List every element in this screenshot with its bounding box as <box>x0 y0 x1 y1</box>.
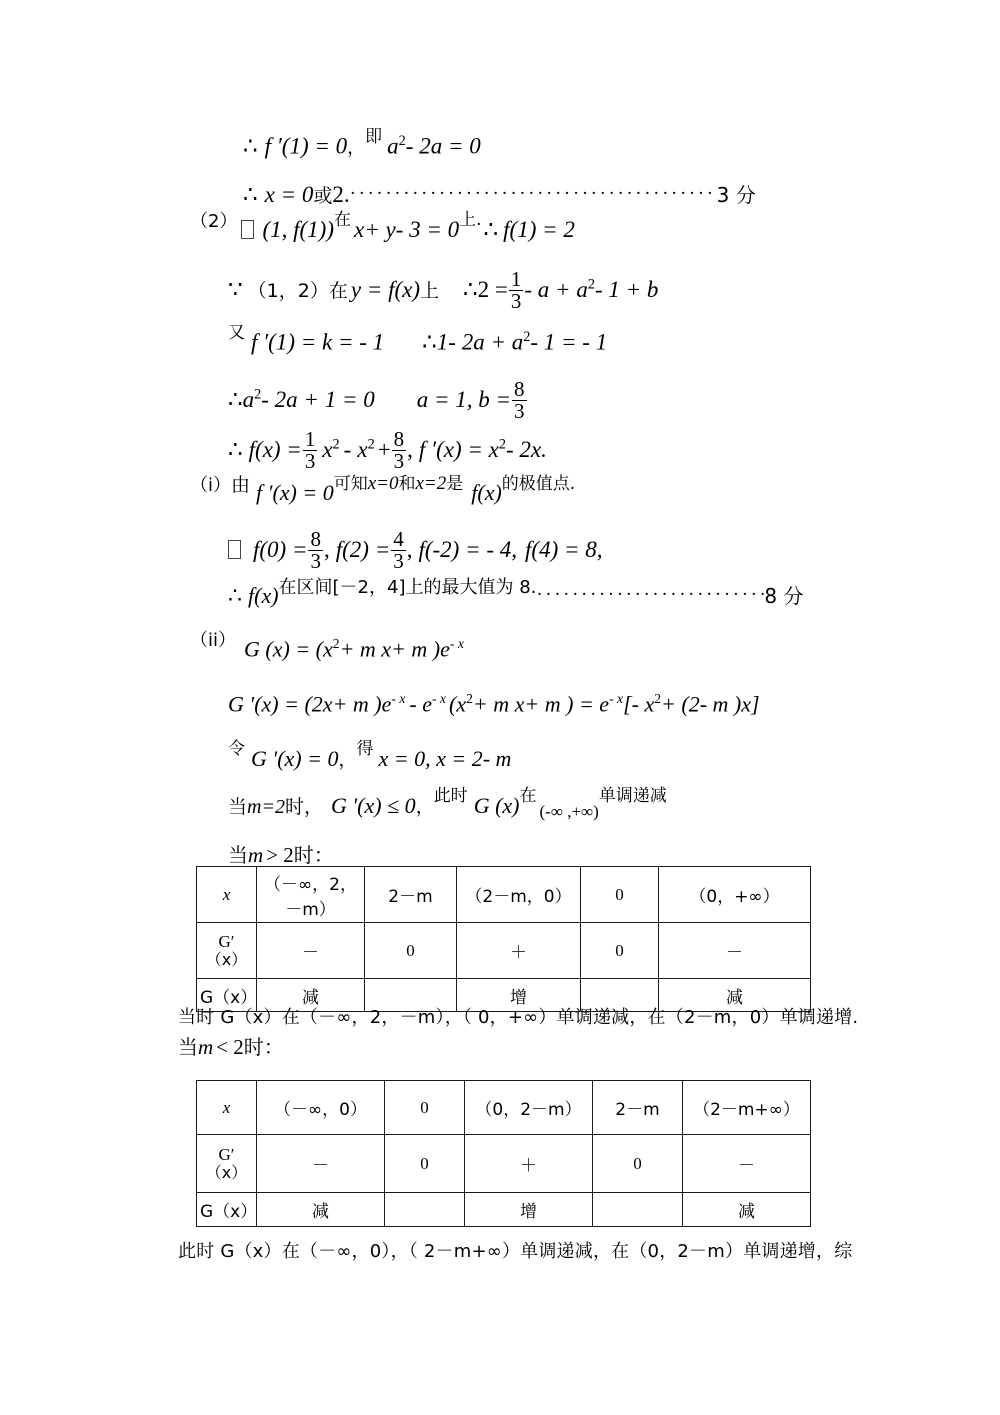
tangent-line-equation: x+ y- 3 = 0 <box>353 217 460 242</box>
G-of-x-ref-1: G (x) <box>473 793 520 818</box>
x-term-2-exponent: 2 <box>367 436 375 453</box>
equation-line-4 <box>228 267 659 314</box>
bracket-rest: + (2- m )x] <box>661 691 760 717</box>
table-row-derivative <box>197 923 811 979</box>
cell-interval-1: （－∞，0） <box>257 1081 385 1135</box>
x-equals-0: x=0 <box>367 473 399 494</box>
part-label-2: （2） <box>190 211 238 232</box>
cell-point-1: 2－m <box>365 867 457 923</box>
part-label-i: （i） <box>190 475 232 496</box>
fraction-eight-thirds-1 <box>512 379 527 423</box>
cell-interval-3: （2－m+∞） <box>683 1081 811 1135</box>
x-term-2-base: x <box>357 437 368 463</box>
therefore-symbol-6: ∴ <box>228 387 243 413</box>
equation-line-3 <box>190 210 575 242</box>
cell-interval-1: （－∞，2，－m） <box>257 867 365 923</box>
therefore-symbol-2: ∴ <box>243 182 258 207</box>
exponent-minus-x-4: - x <box>609 691 624 706</box>
shang-label-1: 上 <box>420 280 440 303</box>
equation-line-16 <box>178 1037 284 1058</box>
f-prime-one-equals-zero: f ′(1) = 0 <box>264 133 348 159</box>
cell-sign-3: ＋ <box>465 1135 593 1193</box>
cell-trend-2 <box>385 1193 465 1227</box>
jizhidian-label: 的极值点. <box>501 474 576 494</box>
minus-a-plus-a: - a + a <box>524 277 588 303</box>
f-of-x-equals: f(x) = <box>248 437 302 463</box>
a-base-1: a <box>387 133 399 159</box>
G-prime-leq-zero: G ′(x) ≤ 0 <box>330 793 416 818</box>
cell-G-label: G（x） <box>197 979 257 1012</box>
bracket-minus-x: [- x <box>623 691 655 717</box>
f-of-x-max-subject: f(x) <box>248 583 279 608</box>
cell-sign-2: 0 <box>365 923 457 979</box>
fraction-numerator: 8 <box>393 427 405 451</box>
x-term-1-base: x <box>322 437 333 463</box>
therefore-symbol-3: ∴ <box>483 217 499 242</box>
you-annotation: 又 <box>228 322 245 343</box>
f-of-two-equals: f(2) = <box>335 537 391 563</box>
cell-trend-3: 增 <box>457 979 581 1012</box>
x-squared-exponent-1: 2 <box>332 636 340 651</box>
cell-sign-4: 0 <box>593 1135 683 1193</box>
cell-point-2: 0 <box>581 867 659 923</box>
mx-plus-m-times-e: + m x+ m )e <box>339 636 450 662</box>
cishi-annotation: 此时 <box>433 786 468 806</box>
he-label: 和 <box>398 474 416 494</box>
table-row-function <box>197 1193 811 1227</box>
cell-variable-x: x <box>197 867 257 923</box>
a-exponent-4: 2 <box>254 386 262 403</box>
part-label-ii: （ii） <box>190 630 237 652</box>
value-two: 2. <box>332 182 350 207</box>
kezhi-label: 可知 <box>333 474 368 494</box>
missing-glyph-box-1 <box>241 220 254 239</box>
cell-interval-3: （0，+∞） <box>659 867 811 923</box>
equation-line-13 <box>228 739 512 771</box>
huo-label: 或 <box>313 185 333 207</box>
cell-trend-4 <box>593 1193 683 1227</box>
monotonicity-table-m-less-than-2 <box>196 1080 811 1227</box>
fraction-denominator: 3 <box>510 289 522 314</box>
shi-colon-1: 时： <box>293 843 334 867</box>
a-exponent-3: 2 <box>523 329 531 345</box>
a-equals-one-b-equals: a = 1, b = <box>416 387 512 413</box>
f-prime-x-equals-zero-1: f ′(x) = 0 <box>256 480 334 505</box>
cell-sign-3: ＋ <box>457 923 581 979</box>
cell-point-1: 0 <box>385 1081 465 1135</box>
dot-leader-2 <box>536 590 764 600</box>
m-variable-2: m <box>198 1035 214 1059</box>
zai-annotation-2: 在 <box>519 786 537 806</box>
de-annotation: 得 <box>356 739 374 759</box>
equation-line-7 <box>228 427 547 474</box>
comma-6: ， <box>415 797 434 818</box>
decreasing-label-1: 单调递减 <box>598 786 667 806</box>
therefore-symbol-4: ∴ <box>463 277 478 303</box>
therefore-symbol-5: ∴ <box>422 329 437 355</box>
minus-2a-plus-one-equals-zero: - 2a + 1 = 0 <box>261 387 375 413</box>
fraction-one-third-1 <box>509 269 524 313</box>
equation-line-15 <box>228 845 334 866</box>
f-of-minus-two: f(-2) = - 4, <box>418 537 518 563</box>
minus-one-equals-minus-one: - 1 = - 1 <box>530 329 608 355</box>
minus-2a-equals-zero: - 2a = 0 <box>405 133 481 159</box>
missing-glyph-box-2 <box>228 540 241 559</box>
shang-annotation-1: 上. <box>459 210 482 230</box>
fraction-eight-thirds-2 <box>392 429 407 473</box>
two-equals: 2 = <box>477 277 508 303</box>
cell-trend-5: 减 <box>683 1193 811 1227</box>
f-one-equals-two: f(1) = 2 <box>503 217 575 242</box>
score-8-fen: 8 分 <box>764 584 804 608</box>
cell-sign-5: － <box>683 1135 811 1193</box>
x-equals-2: x=2 <box>415 473 447 494</box>
fraction-four-thirds <box>391 529 406 573</box>
cell-point-2: 2－m <box>593 1081 683 1135</box>
dang-label-1: 当 <box>228 796 248 818</box>
zai-label-1: 在 <box>328 280 348 303</box>
monotonicity-table-m-greater-than-2 <box>196 866 811 1012</box>
group-open-x: (x <box>448 691 467 717</box>
fraction-numerator: 8 <box>310 527 321 551</box>
cell-trend-5: 减 <box>659 979 811 1012</box>
equation-line-2 <box>243 183 756 206</box>
shi-label: 是 <box>446 474 464 494</box>
therefore-symbol-8: ∴ <box>228 583 242 608</box>
fraction-numerator: 1 <box>510 267 522 291</box>
table1-caption: 当时 G（x）在（－∞，2，－m），（ 0，+∞）单调递减，在（2－m，0）单调递增. <box>178 1007 859 1028</box>
comma-1: ， <box>347 137 366 159</box>
equation-line-9 <box>228 527 603 574</box>
fraction-denominator: 3 <box>304 449 316 474</box>
you-label: 由 <box>231 474 251 496</box>
cell-trend-1: 减 <box>257 979 365 1012</box>
fraction-denominator: 3 <box>514 399 525 424</box>
max-value-statement: 在区间[－2，4]上的最大值为 8. <box>278 577 537 598</box>
cell-variable-x: x <box>197 1081 257 1135</box>
x-squared-exponent-3: 2 <box>654 691 662 706</box>
therefore-symbol-7: ∴ <box>228 437 243 463</box>
table-row-derivative <box>197 1135 811 1193</box>
m-variable-1: m <box>248 843 264 867</box>
cell-sign-2: 0 <box>385 1135 465 1193</box>
equation-line-5 <box>228 322 608 355</box>
plus-sign-1: + <box>377 437 391 463</box>
table-row-header <box>197 1081 811 1135</box>
comma-4: , <box>406 537 413 563</box>
curve-y-equals-fx: y = f(x) <box>350 277 420 303</box>
fraction-numerator: 8 <box>514 377 525 401</box>
cell-G-label: G（x） <box>197 1193 257 1227</box>
a-exponent-1: 2 <box>398 133 406 149</box>
equation-line-8 <box>190 473 576 505</box>
group-rest-equals-e: + m x+ m ) = e <box>472 691 610 717</box>
equation-line-12 <box>228 692 760 715</box>
roots-x-equals: x = 0, x = 2- m <box>378 746 512 771</box>
ling-annotation: 令 <box>228 739 245 759</box>
point-one-f-one: (1, f(1)) <box>262 217 334 242</box>
because-symbol-1: ∵ <box>228 277 243 303</box>
f-of-zero-equals: f(0) = <box>253 537 308 563</box>
f-prime-exponent: 2 <box>498 436 506 453</box>
zai-annotation-1: 在 <box>333 210 351 230</box>
minus-sign-1: - <box>343 437 352 463</box>
less-than-two: < 2 <box>216 1035 244 1059</box>
comma-3: , <box>323 537 330 563</box>
cell-trend-3: 增 <box>465 1193 593 1227</box>
a-exponent-2: 2 <box>587 276 595 293</box>
one-minus-2a-plus-a: 1- 2a + a <box>436 329 524 355</box>
comma-5: ， <box>338 750 357 771</box>
score-3-fen: 3 分 <box>716 183 756 207</box>
G-prime-x-equals-zero: G ′(x) = 0 <box>251 746 339 771</box>
table-row-header <box>197 867 811 923</box>
x-equals-zero: x = 0 <box>264 182 314 207</box>
equation-line-11 <box>190 630 464 662</box>
exponent-minus-x-3: - x <box>431 691 446 706</box>
fraction-denominator: 3 <box>310 549 321 574</box>
minus-2x: - 2x. <box>505 437 547 463</box>
equation-line-1 <box>243 126 481 159</box>
fraction-eight-thirds-3 <box>308 529 323 573</box>
equation-line-14 <box>228 786 667 821</box>
cell-interval-2: （2－m，0） <box>457 867 581 923</box>
cell-sign-4: 0 <box>581 923 659 979</box>
fraction-denominator: 3 <box>393 449 405 474</box>
f-of-four: f(4) = 8, <box>525 537 603 563</box>
m-equals-two: m=2 <box>247 796 285 818</box>
cell-G-prime-label: G′ （x） <box>197 923 257 979</box>
greater-than-two: > 2 <box>266 843 294 867</box>
cell-sign-1: － <box>257 923 365 979</box>
cell-G-prime-label: G′ （x） <box>197 1135 257 1193</box>
dang-label-2: 当 <box>228 843 248 867</box>
equation-line-10 <box>228 577 804 608</box>
cell-trend-1: 减 <box>257 1193 385 1227</box>
point-one-two: （1，2） <box>247 280 329 303</box>
therefore-symbol-1: ∴ <box>243 133 258 159</box>
interval-infinite: (-∞ ,+∞) <box>539 802 599 821</box>
G-prime-x-equals: G ′(x) = (2x+ m )e <box>228 691 392 717</box>
table2-caption: 此时 G（x）在（－∞，0），（ 2－m+∞）单调递减，在（0，2－m）单调递增，综 <box>178 1241 853 1262</box>
fraction-numerator: 4 <box>393 527 404 551</box>
a-base-2: a <box>242 387 255 413</box>
comma-2: , <box>407 437 413 463</box>
minus-e: - e <box>409 691 432 717</box>
f-of-x-ref: f(x) <box>471 480 502 505</box>
dang-label-3: 当 <box>178 1035 198 1059</box>
x-squared-exponent-2: 2 <box>466 691 473 706</box>
x-term-1-exponent: 2 <box>332 436 340 453</box>
f-prime-of-x-equals-x: f ′(x) = x <box>418 437 499 463</box>
equation-line-6 <box>228 377 528 424</box>
fraction-numerator: 1 <box>304 427 316 451</box>
exponent-minus-x-2: - x <box>391 691 406 706</box>
minus-one-plus-b: - 1 + b <box>594 277 659 303</box>
dot-leader-1 <box>350 189 717 199</box>
fraction-one-third-2 <box>303 429 318 473</box>
shi-comma-1: 时， <box>284 796 323 818</box>
shi-colon-2: 时： <box>243 1035 284 1059</box>
fraction-denominator: 3 <box>393 549 404 574</box>
capital-G-of-x-definition: G (x) = (x <box>244 636 333 662</box>
ji-annotation: 即 <box>365 126 383 147</box>
exponent-minus-x-1: - x <box>449 636 464 651</box>
cell-sign-1: － <box>257 1135 385 1193</box>
cell-interval-2: （0，2－m） <box>465 1081 593 1135</box>
cell-sign-5: － <box>659 923 811 979</box>
f-prime-one-equals-k: f ′(1) = k = - 1 <box>251 329 385 355</box>
